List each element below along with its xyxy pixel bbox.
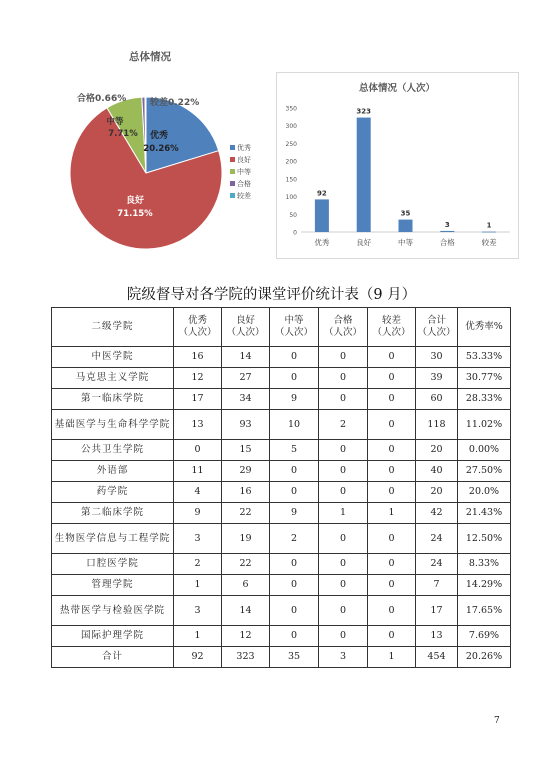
- table-row: [52, 596, 511, 626]
- value-cell: 0: [368, 410, 416, 440]
- value-cell: 13: [416, 626, 458, 647]
- value-cell: 1: [174, 626, 222, 647]
- value-cell: 9: [270, 389, 319, 410]
- pie-label-youxiu-pct: 20.26%: [143, 144, 179, 154]
- header-label: 较差: [381, 315, 401, 326]
- value-cell: 10: [270, 410, 319, 440]
- header-unit: （人次）: [178, 327, 217, 338]
- value-cell: 0: [174, 440, 222, 461]
- value-cell: 0: [270, 554, 319, 575]
- y-tick-label: 300: [285, 123, 297, 131]
- college-name-cell: 口腔医学院: [52, 554, 174, 575]
- value-cell: 3: [174, 596, 222, 626]
- value-cell: 0: [319, 440, 368, 461]
- pie-label-zhongdeng-pct: 7.71%: [108, 129, 138, 139]
- header-label: 合格: [333, 315, 353, 326]
- y-tick-label: 50: [289, 211, 297, 219]
- legend-swatch: [230, 157, 235, 162]
- header-unit: （人次）: [372, 327, 411, 338]
- value-cell: 15: [222, 440, 270, 461]
- header-unit: （人次）: [226, 327, 265, 338]
- college-name-cell: 外语部: [52, 461, 174, 482]
- table-row: [52, 524, 511, 554]
- bar-chart-title: 总体情况（人次）: [358, 83, 436, 94]
- value-cell: 24: [416, 524, 458, 554]
- value-cell: 0: [270, 575, 319, 596]
- header-unit: （人次）: [323, 327, 362, 338]
- value-cell: 14: [222, 347, 270, 368]
- value-cell: 0: [368, 524, 416, 554]
- value-cell: 7: [416, 575, 458, 596]
- legend-label: 良好: [237, 156, 251, 164]
- value-cell: 20.26%: [458, 647, 511, 668]
- value-cell: 9: [174, 503, 222, 524]
- legend-label: 较差: [237, 192, 251, 200]
- value-cell: 0: [368, 461, 416, 482]
- table-row: [52, 554, 511, 575]
- y-tick-label: 350: [285, 105, 297, 113]
- header-label: 优秀率%: [465, 321, 503, 332]
- college-name-cell: 生物医学信息与工程学院: [52, 524, 174, 554]
- pie-label-zhongdeng-name: 中等: [106, 117, 124, 127]
- value-cell: 2: [319, 410, 368, 440]
- value-cell: 6: [222, 575, 270, 596]
- pie-label-youxiu-name: 优秀: [149, 131, 169, 141]
- value-cell: 0: [270, 482, 319, 503]
- header-label: 优秀: [187, 315, 207, 326]
- value-cell: 323: [222, 647, 270, 668]
- value-cell: 0: [368, 389, 416, 410]
- value-cell: 30: [416, 347, 458, 368]
- x-category-label: 中等: [398, 238, 413, 247]
- value-cell: 21.43%: [458, 503, 511, 524]
- value-cell: 0: [319, 626, 368, 647]
- value-cell: 0: [319, 461, 368, 482]
- value-cell: 0: [368, 368, 416, 389]
- value-cell: 30.77%: [458, 368, 511, 389]
- header-cell: [416, 308, 458, 347]
- bar-data-label: 323: [356, 107, 372, 116]
- header-cell: [458, 308, 511, 347]
- value-cell: 8.33%: [458, 554, 511, 575]
- value-cell: 20: [416, 482, 458, 503]
- value-cell: 0: [319, 389, 368, 410]
- value-cell: 17: [174, 389, 222, 410]
- value-cell: 0: [368, 596, 416, 626]
- pie-chart: [28, 40, 265, 255]
- value-cell: 16: [222, 482, 270, 503]
- header-label: 良好: [235, 315, 255, 326]
- bar: [315, 199, 329, 232]
- x-category-label: 优秀: [314, 238, 330, 247]
- college-name-cell: 合计: [52, 647, 174, 668]
- value-cell: 42: [416, 503, 458, 524]
- pie-title: 总体情况: [129, 51, 171, 63]
- value-cell: 12: [174, 368, 222, 389]
- legend-label: 优秀: [237, 144, 251, 152]
- value-cell: 0: [319, 575, 368, 596]
- value-cell: 29: [222, 461, 270, 482]
- value-cell: 28.33%: [458, 389, 511, 410]
- table-row: [52, 575, 511, 596]
- value-cell: 13: [174, 410, 222, 440]
- value-cell: 22: [222, 503, 270, 524]
- table-row: [52, 461, 511, 482]
- value-cell: 53.33%: [458, 347, 511, 368]
- header-unit: （人次）: [417, 327, 456, 338]
- value-cell: 60: [416, 389, 458, 410]
- header-cell: [270, 308, 319, 347]
- value-cell: 39: [416, 368, 458, 389]
- value-cell: 0: [270, 626, 319, 647]
- bar-chart: [276, 72, 519, 259]
- pie-label-lianghao-pct: 71.15%: [117, 209, 153, 219]
- college-name-cell: 第一临床学院: [52, 389, 174, 410]
- legend-swatch: [230, 145, 235, 150]
- value-cell: 14: [222, 596, 270, 626]
- header-cell: [174, 308, 222, 347]
- value-cell: 24: [416, 554, 458, 575]
- table-header-row: [52, 308, 511, 347]
- pie-label-lianghao-name: 良好: [125, 196, 145, 206]
- x-category-label: 合格: [439, 238, 455, 247]
- bar-data-label: 1: [486, 221, 492, 230]
- header-label: 二级学院: [91, 321, 134, 332]
- header-cell: [222, 308, 270, 347]
- legend-label: 合格: [237, 180, 251, 188]
- value-cell: 0: [319, 596, 368, 626]
- value-cell: 5: [270, 440, 319, 461]
- table-title: 院级督导对各学院的课堂评价统计表（9 月）: [126, 287, 417, 303]
- bar-data-label: 35: [400, 209, 411, 218]
- value-cell: 12.50%: [458, 524, 511, 554]
- college-name-cell: 马克思主义学院: [52, 368, 174, 389]
- value-cell: 19: [222, 524, 270, 554]
- header-unit: （人次）: [274, 327, 313, 338]
- value-cell: 3: [319, 647, 368, 668]
- value-cell: 12: [222, 626, 270, 647]
- value-cell: 0: [270, 596, 319, 626]
- table-row: [52, 347, 511, 368]
- college-name-cell: 基础医学与生命科学学院: [52, 410, 174, 440]
- college-name-cell: 公共卫生学院: [52, 440, 174, 461]
- value-cell: 0: [319, 482, 368, 503]
- value-cell: 16: [174, 347, 222, 368]
- table-row: [52, 647, 511, 668]
- value-cell: 0: [368, 347, 416, 368]
- legend-swatch: [230, 181, 235, 186]
- value-cell: 9: [270, 503, 319, 524]
- value-cell: 40: [416, 461, 458, 482]
- header-cell: [368, 308, 416, 347]
- value-cell: 11: [174, 461, 222, 482]
- header-label: 合计: [426, 315, 446, 326]
- value-cell: 22: [222, 554, 270, 575]
- value-cell: 2: [270, 524, 319, 554]
- value-cell: 0: [368, 482, 416, 503]
- value-cell: 0.00%: [458, 440, 511, 461]
- pie-label-jiaocha: 较差0.22%: [150, 98, 200, 108]
- value-cell: 1: [174, 575, 222, 596]
- value-cell: 0: [270, 347, 319, 368]
- value-cell: 4: [174, 482, 222, 503]
- value-cell: 0: [368, 440, 416, 461]
- value-cell: 14.29%: [458, 575, 511, 596]
- evaluation-table: [51, 307, 511, 668]
- value-cell: 11.02%: [458, 410, 511, 440]
- bar-data-label: 92: [317, 189, 327, 198]
- pie-label-hege: 合格0.66%: [77, 94, 127, 104]
- bar: [440, 231, 454, 232]
- legend-label: 中等: [237, 168, 251, 176]
- table-row: [52, 503, 511, 524]
- value-cell: 1: [368, 503, 416, 524]
- value-cell: 0: [270, 461, 319, 482]
- value-cell: 34: [222, 389, 270, 410]
- college-name-cell: 中医学院: [52, 347, 174, 368]
- bar-data-label: 3: [444, 220, 450, 229]
- value-cell: 0: [319, 368, 368, 389]
- y-tick-label: 100: [285, 194, 297, 202]
- college-name-cell: 热带医学与检验医学院: [52, 596, 174, 626]
- value-cell: 17.65%: [458, 596, 511, 626]
- college-name-cell: 第二临床学院: [52, 503, 174, 524]
- value-cell: 92: [174, 647, 222, 668]
- value-cell: 93: [222, 410, 270, 440]
- header-cell: [52, 308, 174, 347]
- value-cell: 3: [174, 524, 222, 554]
- value-cell: 7.69%: [458, 626, 511, 647]
- value-cell: 454: [416, 647, 458, 668]
- y-tick-label: 150: [285, 176, 297, 184]
- value-cell: 2: [174, 554, 222, 575]
- value-cell: 20.0%: [458, 482, 511, 503]
- page-number: 7: [494, 716, 500, 726]
- value-cell: 27.50%: [458, 461, 511, 482]
- college-name-cell: 管理学院: [52, 575, 174, 596]
- bar: [357, 118, 371, 232]
- x-category-label: 较差: [481, 238, 497, 247]
- table-row: [52, 410, 511, 440]
- value-cell: 27: [222, 368, 270, 389]
- value-cell: 0: [319, 524, 368, 554]
- value-cell: 1: [368, 647, 416, 668]
- table-row: [52, 482, 511, 503]
- value-cell: 0: [368, 575, 416, 596]
- header-cell: [319, 308, 368, 347]
- header-label: 中等: [284, 315, 304, 326]
- value-cell: 35: [270, 647, 319, 668]
- value-cell: 0: [270, 368, 319, 389]
- value-cell: 1: [319, 503, 368, 524]
- value-cell: 17: [416, 596, 458, 626]
- college-name-cell: 国际护理学院: [52, 626, 174, 647]
- table-row: [52, 389, 511, 410]
- value-cell: 0: [319, 554, 368, 575]
- y-tick-label: 200: [285, 158, 297, 166]
- table-row: [52, 626, 511, 647]
- y-tick-label: 250: [285, 140, 297, 148]
- legend-swatch: [230, 169, 235, 174]
- value-cell: 0: [319, 347, 368, 368]
- x-category-label: 良好: [356, 238, 372, 247]
- y-tick-label: 0: [293, 229, 297, 237]
- value-cell: 20: [416, 440, 458, 461]
- value-cell: 0: [368, 554, 416, 575]
- value-cell: 0: [368, 626, 416, 647]
- bar: [482, 232, 496, 233]
- table-row: [52, 368, 511, 389]
- bar: [399, 220, 413, 232]
- legend-swatch: [230, 193, 235, 198]
- table-row: [52, 440, 511, 461]
- college-name-cell: 药学院: [52, 482, 174, 503]
- value-cell: 118: [416, 410, 458, 440]
